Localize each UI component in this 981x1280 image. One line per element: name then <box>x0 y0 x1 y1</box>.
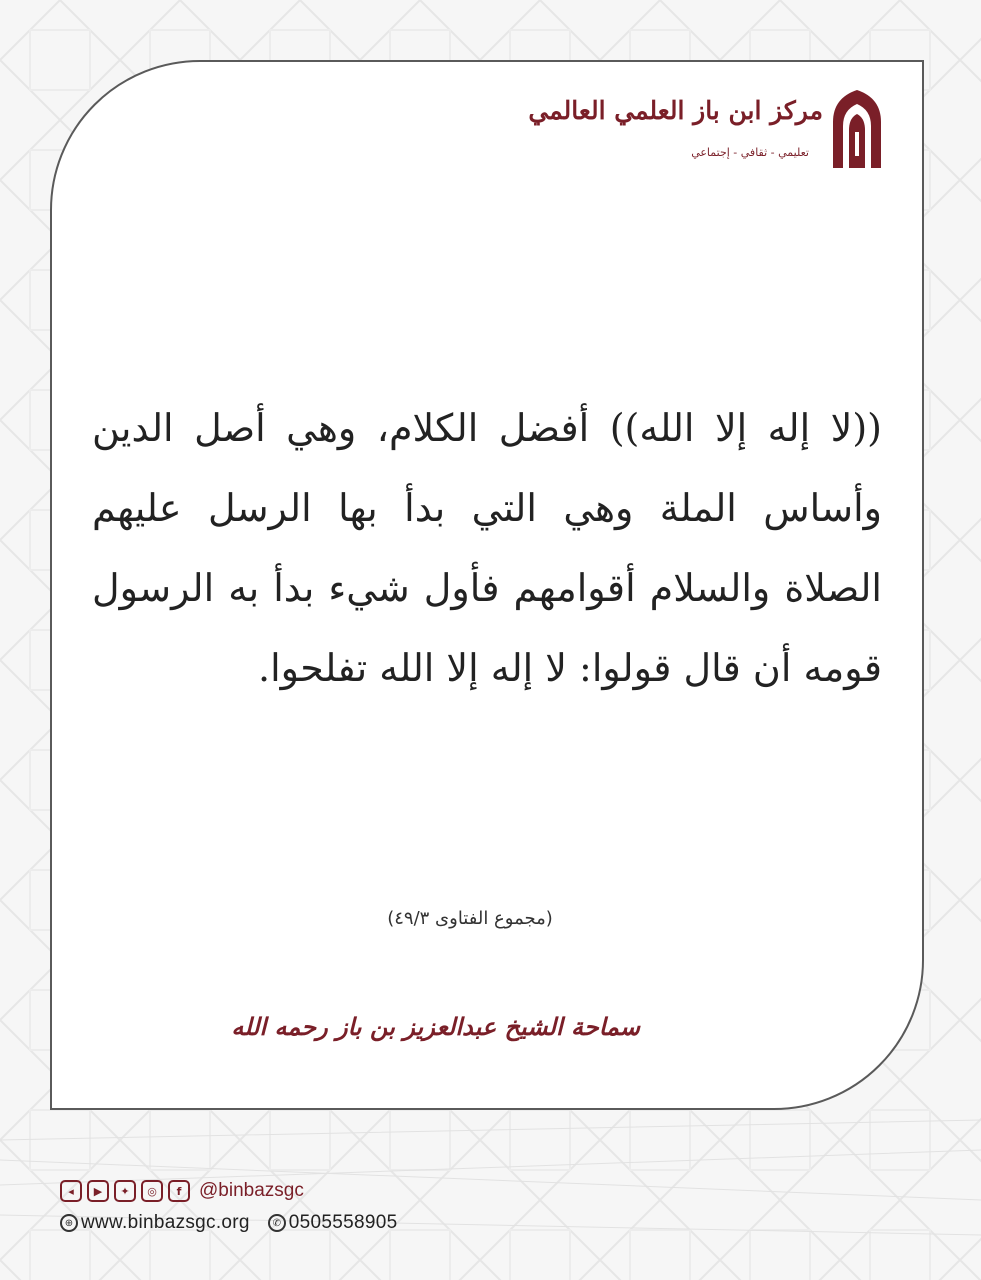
website-link[interactable]: www.binbazsgc.org <box>81 1212 250 1233</box>
whatsapp-icon: ✆ <box>268 1214 286 1232</box>
instagram-icon[interactable]: ◎ <box>141 1180 163 1202</box>
social-handle[interactable]: @binbazsgc <box>199 1180 304 1201</box>
quote-text: ((لا إله إلا الله)) أفضل الكلام، وهي أصل الدين وأساس الملة وهي التي بدأ بها الرسل عليهم الصلاة والسلام أقوامهم فأول شيء بدأ به الرسول قومه أن قال قولوا: لا إله إلا الله تفلحوا. <box>92 406 882 690</box>
youtube-icon[interactable]: ▶ <box>87 1180 109 1202</box>
telegram-icon[interactable]: ◂ <box>60 1180 82 1202</box>
footer <box>60 1180 397 1234</box>
center-logo <box>528 88 885 178</box>
logo-subtitle: تعليمي - ثقافي - إجتماعي <box>691 146 809 159</box>
logo-title: مركز ابن باز العلمي العالمي <box>528 96 823 125</box>
mosque-arch-icon <box>829 88 885 168</box>
contact-row <box>60 1212 397 1234</box>
citation: (مجموع الفتاوى ٤٩/٣) <box>387 908 553 929</box>
signature: سماحة الشيخ عبدالعزيز بن باز رحمه الله <box>231 1012 640 1041</box>
globe-icon: ⊕ <box>60 1214 78 1232</box>
twitter-icon[interactable]: ✦ <box>114 1180 136 1202</box>
facebook-icon[interactable]: f <box>168 1180 190 1202</box>
phone-number[interactable]: 0505558905 <box>288 1212 398 1233</box>
social-row <box>60 1180 397 1202</box>
